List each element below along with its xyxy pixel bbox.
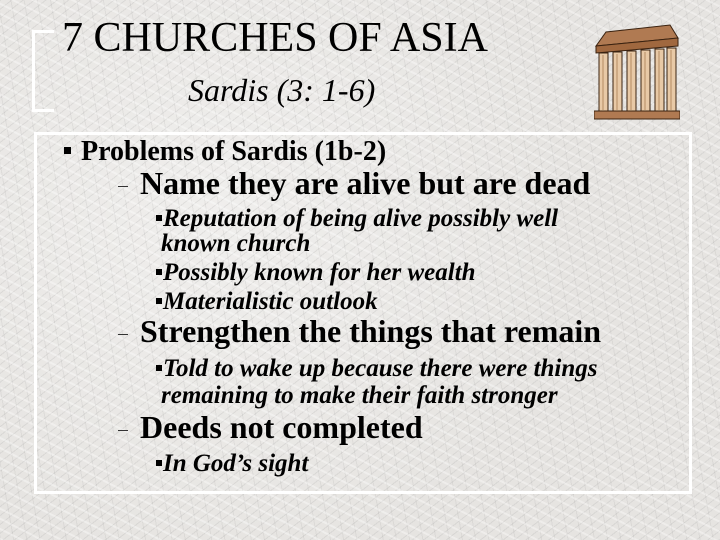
bullet-marker-icon <box>156 460 162 466</box>
outline-point-1: Name they are alive but are dead <box>118 165 590 202</box>
slide-subtitle: Sardis (3: 1-6) <box>188 72 376 108</box>
outline-detail: Materialistic outlook <box>156 288 378 316</box>
bullet-marker-icon <box>156 215 162 221</box>
title-frame-accent <box>32 30 54 112</box>
outline-detail: In God’s sight <box>156 450 308 478</box>
outline-detail-continuation: remaining to make their faith stronger <box>161 382 558 409</box>
outline-detail: Possibly known for her wealth <box>156 259 476 287</box>
greek-temple-columns-icon <box>594 22 680 122</box>
outline-heading: Problems of Sardis (1b-2) <box>64 136 386 168</box>
outline-point-2: Strengthen the things that remain <box>118 313 601 350</box>
outline-point-3: Deeds not completed <box>118 409 423 446</box>
bullet-marker-icon <box>156 365 162 371</box>
slide-title: 7 CHURCHES OF ASIA <box>62 15 488 61</box>
outline-detail: Told to wake up because there were things <box>156 355 598 383</box>
outline-detail: Reputation of being alive possibly well <box>156 205 558 233</box>
dash-marker-icon <box>118 334 128 335</box>
outline-detail-continuation: known church <box>161 230 311 257</box>
bullet-marker-icon <box>64 147 71 154</box>
bullet-marker-icon <box>156 269 162 275</box>
bullet-marker-icon <box>156 298 162 304</box>
dash-marker-icon <box>118 430 128 431</box>
dash-marker-icon <box>118 186 128 187</box>
